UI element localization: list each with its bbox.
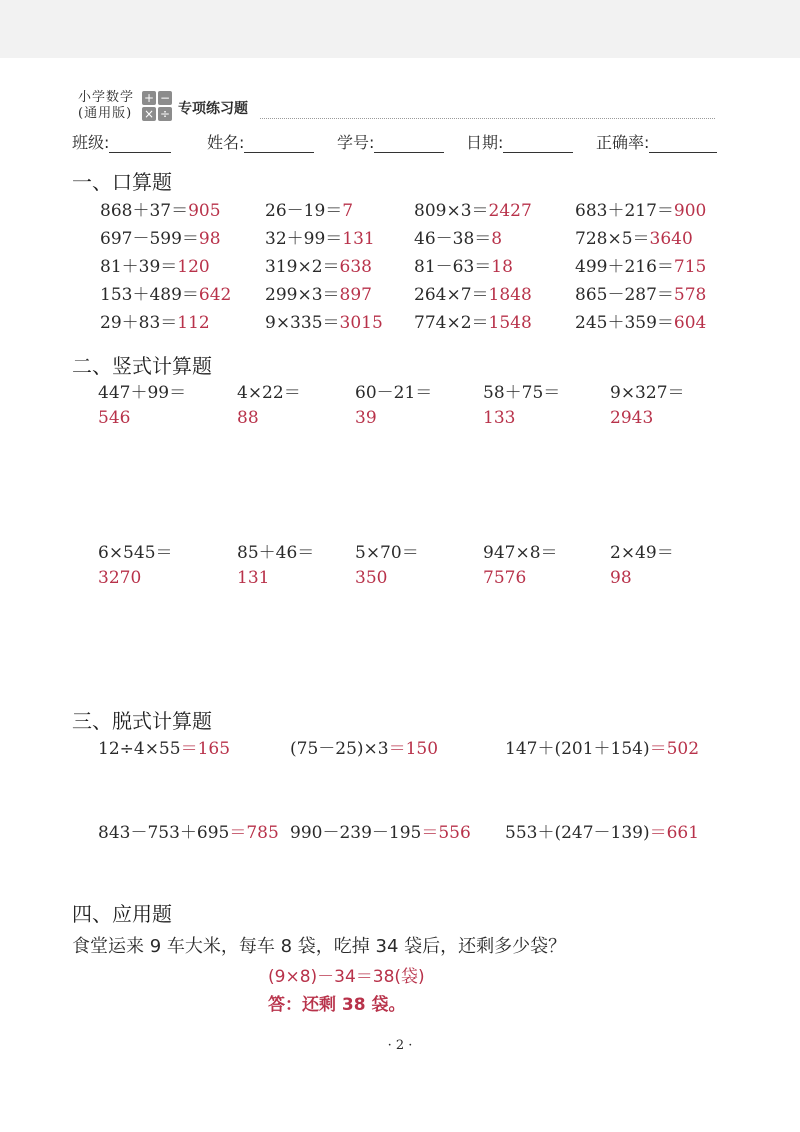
equation-text: 32＋99＝	[265, 229, 343, 249]
answer-text: 3015	[339, 313, 383, 333]
equation-text: 868＋37＝	[100, 201, 189, 221]
date-label: 日期:	[466, 133, 504, 152]
answer-text: ＝165	[180, 739, 231, 759]
solution-equation: (9×8)－34＝38(袋)	[268, 967, 425, 987]
equation-text: 26－19＝	[265, 201, 343, 221]
answer-text: 112	[177, 313, 210, 333]
stepwise-calc-item	[98, 820, 279, 846]
date-blank	[503, 134, 573, 153]
vertical-calc-item: 4×22＝	[237, 383, 301, 403]
mental-math-item	[414, 310, 532, 336]
mental-math-item	[100, 198, 221, 224]
answer-text: ＝785	[229, 823, 279, 843]
mental-math-item	[575, 282, 706, 308]
equation-text: 499＋216＝	[575, 257, 674, 277]
section-1-row	[0, 310, 800, 336]
name-blank	[244, 134, 314, 153]
vertical-calc-item: 6×545＝	[98, 543, 173, 563]
equation-text: 81－63＝	[414, 257, 492, 277]
mental-math-item	[414, 198, 532, 224]
vertical-calc-answer: 350	[355, 568, 388, 588]
answer-text: 131	[342, 229, 375, 249]
answer-text: 897	[339, 285, 372, 305]
equation-text: 697－599＝	[100, 229, 199, 249]
section-3-row	[0, 736, 800, 762]
divide-icon: ÷	[159, 107, 171, 121]
vertical-calc-answer: 133	[483, 408, 516, 428]
equation-text: 299×3＝	[265, 285, 340, 305]
mental-math-item	[414, 282, 532, 308]
stepwise-calc-item	[505, 820, 699, 846]
mental-math-item	[265, 226, 375, 252]
mental-math-item	[265, 198, 353, 224]
vertical-calc-item: 60－21＝	[355, 383, 433, 403]
vertical-calc-answer: 131	[237, 568, 270, 588]
mental-math-item	[414, 226, 502, 252]
expression-text: 990－239－195	[290, 823, 422, 843]
word-problem-text: 食堂运来 9 车大米，每车 8 袋，吃掉 34 袋后，还剩多少袋？	[72, 936, 567, 957]
class-blank	[109, 134, 171, 153]
answer-text: 7	[342, 201, 354, 221]
vertical-calc-answer: 88	[237, 408, 259, 428]
vertical-calc-item: 58＋75＝	[483, 383, 561, 403]
answer-text: ＝556	[421, 823, 471, 843]
answer-text: ＝502	[649, 739, 700, 759]
brand-line-2: (通用版)	[78, 106, 133, 121]
answer-text: 905	[188, 201, 221, 221]
brand-label	[78, 90, 134, 122]
equation-text: 774×2＝	[414, 313, 489, 333]
mental-math-item	[575, 198, 706, 224]
mental-math-item	[265, 254, 372, 280]
name-field[interactable]	[207, 130, 314, 153]
student-number-label: 学号:	[337, 133, 375, 152]
answer-text: 604	[673, 313, 707, 333]
stepwise-calc-item	[505, 736, 699, 762]
answer-text: 8	[491, 229, 503, 249]
header-divider	[260, 118, 715, 119]
operators-logo	[142, 91, 174, 123]
brand-line-1: 小学数学	[78, 90, 135, 105]
answer-text: 1848	[488, 285, 532, 305]
vertical-calc-answer: 2943	[610, 408, 654, 428]
vertical-calc-item: 947×8＝	[483, 543, 558, 563]
accuracy-label: 正确率:	[596, 133, 650, 152]
minus-icon: −	[159, 91, 171, 105]
vertical-calc-answer: 7576	[483, 568, 527, 588]
class-label: 班级:	[72, 133, 110, 152]
mental-math-item	[265, 282, 372, 308]
section-1-row	[0, 254, 800, 280]
answer-text: 715	[673, 257, 707, 277]
vertical-calc-answer: 3270	[98, 568, 142, 588]
page-number: · 2 ·	[387, 1038, 413, 1053]
section-1-row	[0, 226, 800, 252]
mental-math-item	[575, 226, 693, 252]
mental-math-item	[100, 310, 210, 336]
mental-math-item	[414, 254, 513, 280]
equation-text: 81＋39＝	[100, 257, 178, 277]
vertical-calc-answer: 546	[98, 408, 131, 428]
equation-text: 245＋359＝	[575, 313, 674, 333]
series-title: 专项练习题	[178, 101, 248, 117]
vertical-calc-answer: 39	[355, 408, 377, 428]
mental-math-item	[100, 254, 210, 280]
answer-text: 18	[491, 257, 513, 277]
section-4-title: 四、应用题	[72, 902, 172, 926]
name-label: 姓名:	[207, 133, 245, 152]
section-1-row	[0, 282, 800, 308]
top-scan-band	[0, 0, 800, 58]
equation-text: 809×3＝	[414, 201, 489, 221]
student-number-field[interactable]	[337, 130, 444, 153]
answer-text: 98	[198, 229, 221, 249]
equation-text: 319×2＝	[265, 257, 340, 277]
answer-text: 638	[339, 257, 372, 277]
section-2-title: 二、竖式计算题	[72, 354, 212, 378]
mental-math-item	[575, 254, 706, 280]
expression-text: (75－25)×3	[290, 739, 389, 759]
vertical-calc-item: 85＋46＝	[237, 543, 315, 563]
equation-text: 29＋83＝	[100, 313, 178, 333]
stepwise-calc-item	[290, 820, 471, 846]
equation-text: 728×5＝	[575, 229, 650, 249]
equation-text: 46－38＝	[414, 229, 492, 249]
answer-text: 3640	[649, 229, 693, 249]
solution-answer: 答：还剩 38 袋。	[268, 995, 406, 1015]
accuracy-blank	[649, 134, 717, 153]
equation-text: 264×7＝	[414, 285, 489, 305]
section-1-row	[0, 198, 800, 224]
section-3-row	[0, 820, 800, 846]
expression-text: 147＋(201＋154)	[505, 739, 650, 759]
answer-text: 642	[198, 285, 232, 305]
equation-text: 153＋489＝	[100, 285, 199, 305]
student-number-blank	[374, 134, 444, 153]
vertical-calc-answer: 98	[610, 568, 632, 588]
times-icon: ×	[143, 107, 155, 121]
mental-math-item	[100, 282, 231, 308]
vertical-calc-item: 5×70＝	[355, 543, 419, 563]
section-1-title: 一、口算题	[72, 170, 172, 194]
answer-text: ＝150	[388, 739, 439, 759]
equation-text: 683＋217＝	[575, 201, 674, 221]
mental-math-item	[265, 310, 383, 336]
section-3-title: 三、脱式计算题	[72, 709, 212, 733]
student-info-bar	[72, 130, 732, 156]
vertical-calc-item: 2×49＝	[610, 543, 674, 563]
mental-math-item	[575, 310, 706, 336]
answer-text: 2427	[488, 201, 532, 221]
answer-text: 578	[673, 285, 707, 305]
answer-text: ＝661	[649, 823, 700, 843]
expression-text: 12÷4×55	[98, 739, 181, 759]
class-field[interactable]	[72, 130, 171, 153]
answer-text: 1548	[488, 313, 532, 333]
equation-text: 9×335＝	[265, 313, 340, 333]
plus-icon: +	[143, 91, 155, 105]
stepwise-calc-item	[98, 736, 230, 762]
accuracy-field[interactable]	[596, 130, 717, 153]
vertical-calc-item: 447＋99＝	[98, 383, 187, 403]
equation-text: 865－287＝	[575, 285, 674, 305]
answer-text: 900	[673, 201, 707, 221]
expression-text: 843－753＋695	[98, 823, 230, 843]
mental-math-item	[100, 226, 221, 252]
page-header	[78, 90, 718, 124]
stepwise-calc-item	[290, 736, 438, 762]
date-field[interactable]	[466, 130, 573, 153]
vertical-calc-item: 9×327＝	[610, 383, 685, 403]
answer-text: 120	[177, 257, 210, 277]
expression-text: 553＋(247－139)	[505, 823, 650, 843]
